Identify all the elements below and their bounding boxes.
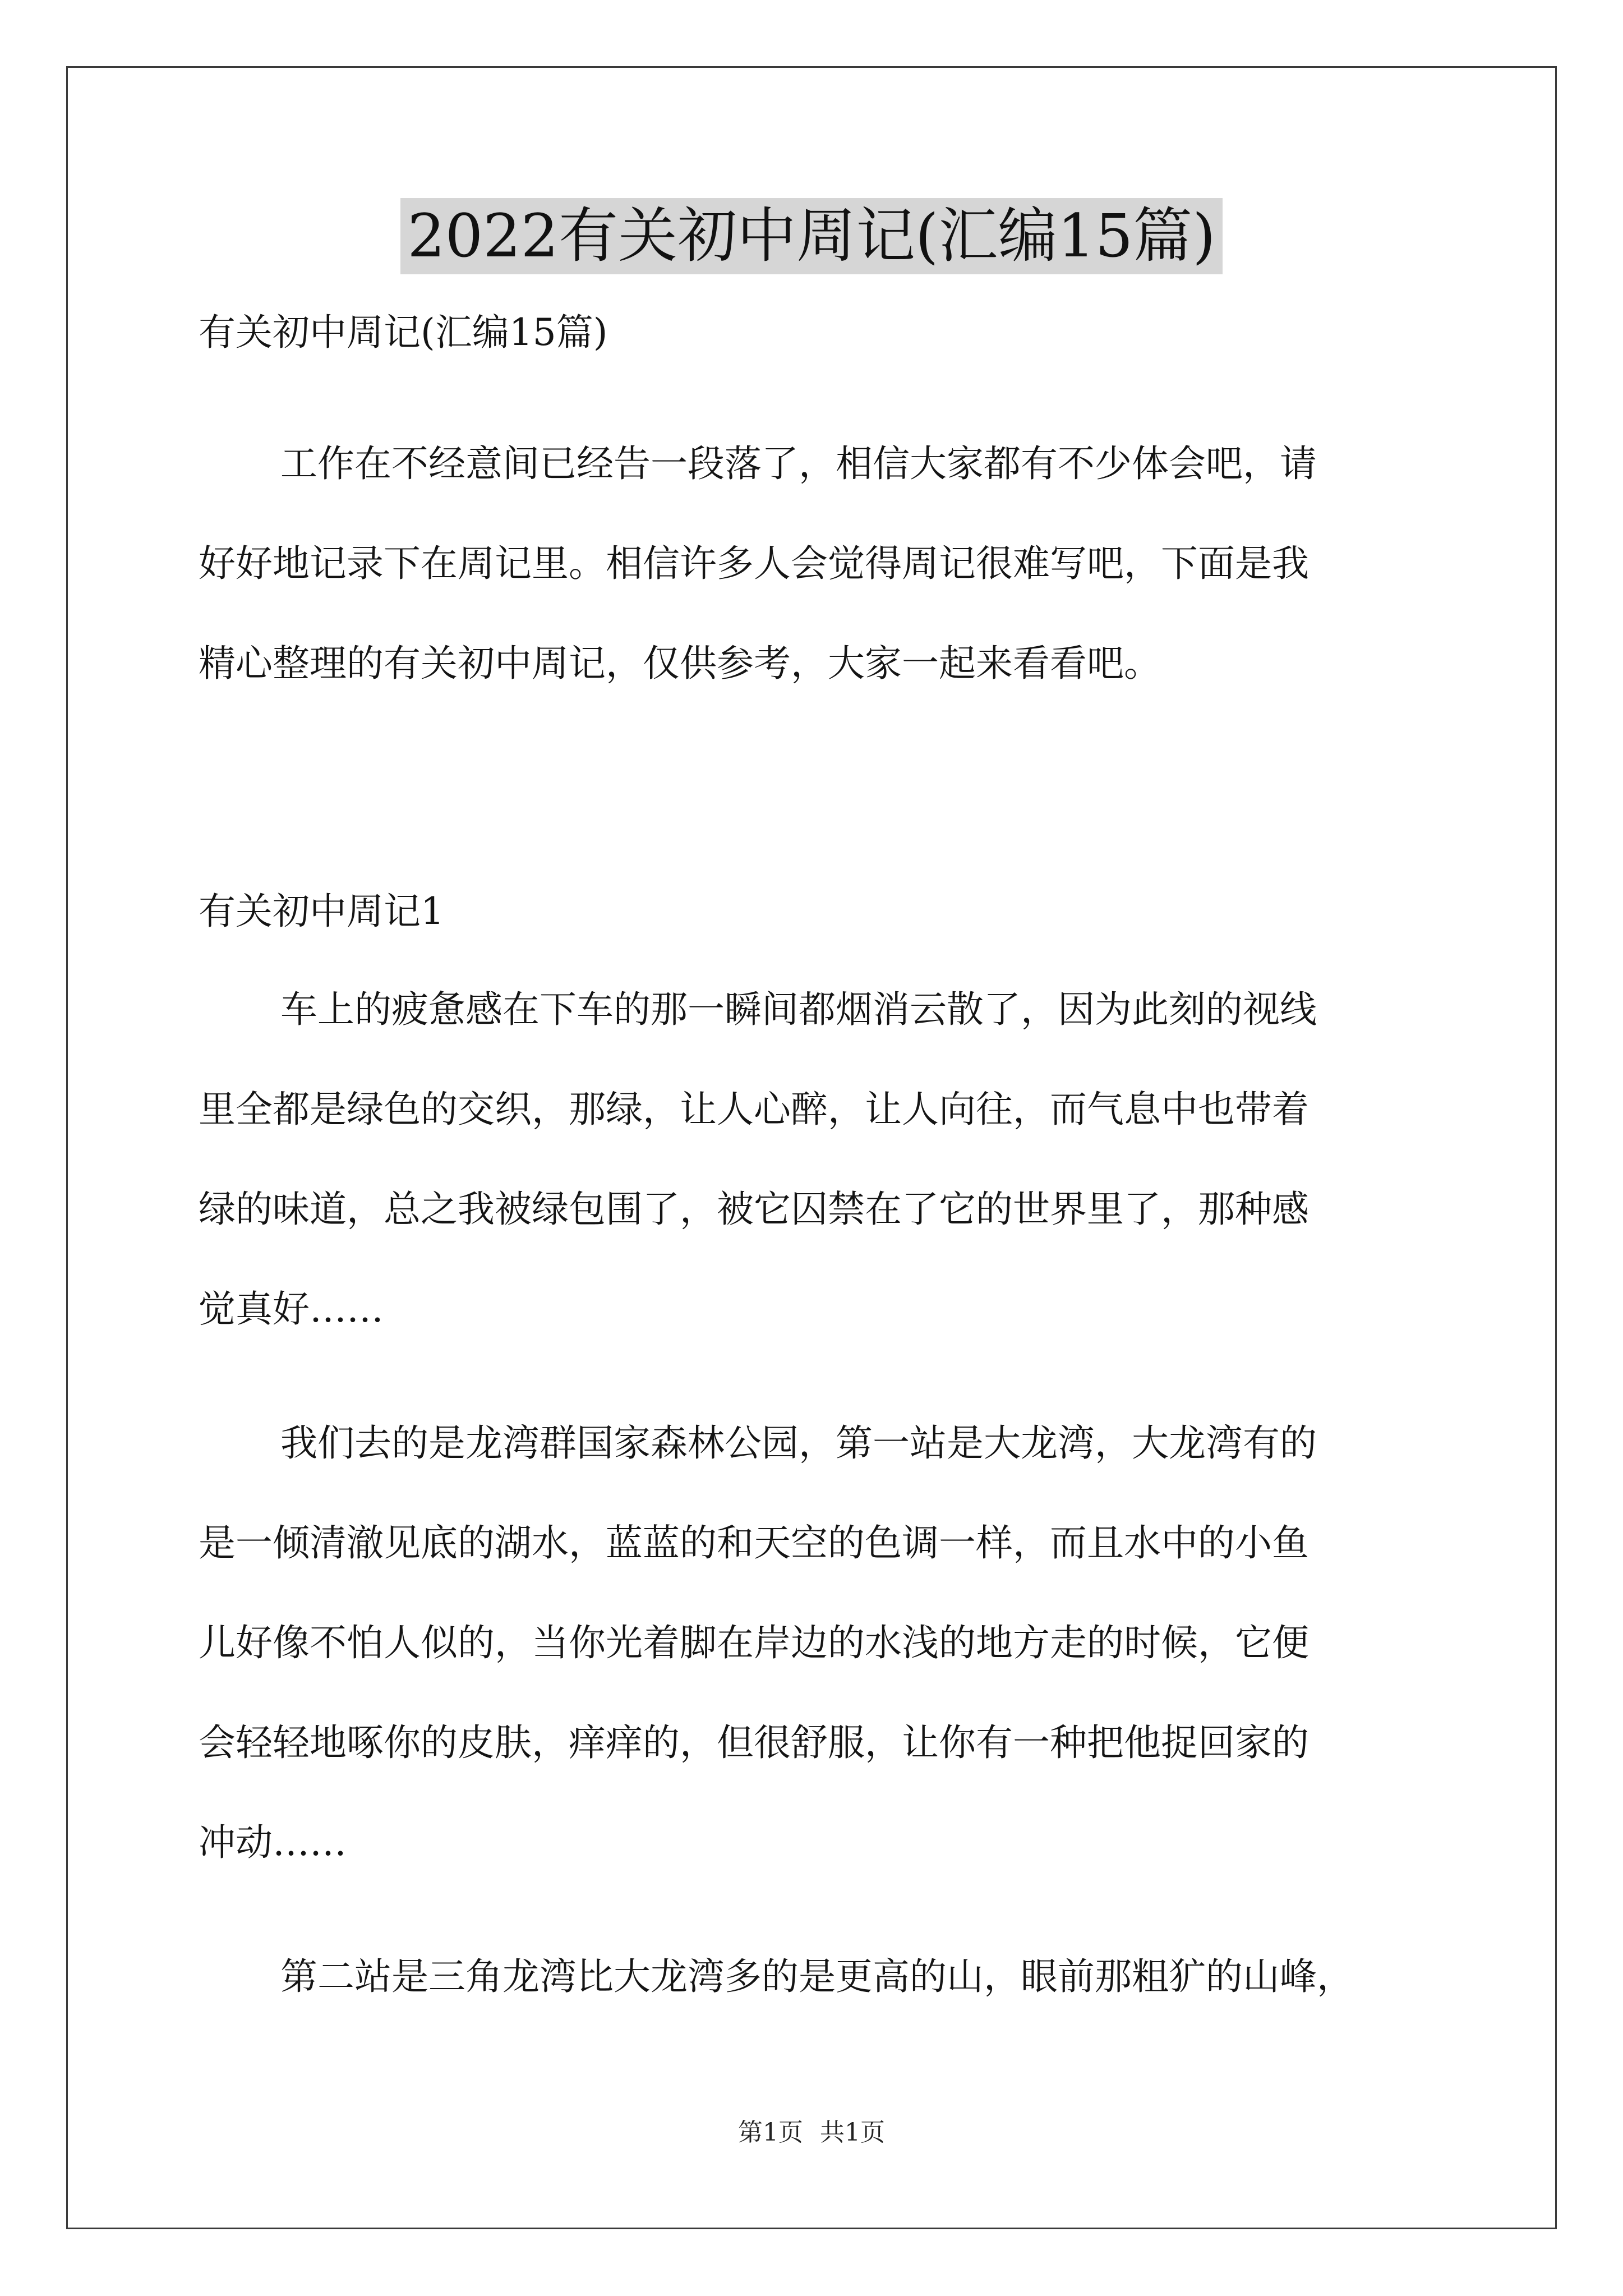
subtitle: 有关初中周记(汇编15篇) [199,311,608,354]
intro-line: 精心整理的有关初中周记，仅供参考，大家一起来看看吧。 [199,642,1161,685]
page-number: 第1页 [738,2118,803,2147]
paragraph-line: 第二站是三角龙湾比大龙湾多的是更高的山，眼前那粗犷的山峰， [280,1955,1354,1998]
paragraph-line: 里全都是绿色的交织，那绿，让人心醉，让人向往，而气息中也带着 [199,1088,1309,1131]
paragraph-line: 冲动…… [199,1821,347,1864]
paragraph-line: 我们去的是龙湾群国家森林公园，第一站是大龙湾，大龙湾有的 [280,1421,1317,1465]
paragraph-line: 车上的疲惫感在下车的那一瞬间都烟消云散了，因为此刻的视线 [280,988,1317,1031]
paragraph-line: 儿好像不怕人似的，当你光着脚在岸边的水浅的地方走的时候，它便 [199,1621,1309,1664]
paragraph-line: 会轻轻地啄你的皮肤，痒痒的，但很舒服，让你有一种把他捉回家的 [199,1721,1309,1764]
intro-line: 好好地记录下在周记里。相信许多人会觉得周记很难写吧，下面是我 [199,542,1309,585]
paragraph-line: 觉真好…… [199,1287,384,1331]
document-title: 2022有关初中周记(汇编15篇) [400,198,1222,274]
paragraph-line: 绿的味道，总之我被绿包围了，被它囚禁在了它的世界里了，那种感 [199,1188,1309,1231]
page-border [66,66,1557,2229]
title-container [0,198,1623,274]
page-total: 共1页 [820,2118,885,2147]
paragraph-line: 是一倾清澈见底的湖水，蓝蓝的和天空的色调一样，而且水中的小鱼 [199,1521,1309,1565]
page-footer [0,2112,1623,2148]
intro-line: 工作在不经意间已经告一段落了，相信大家都有不少体会吧，请 [280,442,1317,485]
section-heading: 有关初中周记1 [199,890,444,933]
